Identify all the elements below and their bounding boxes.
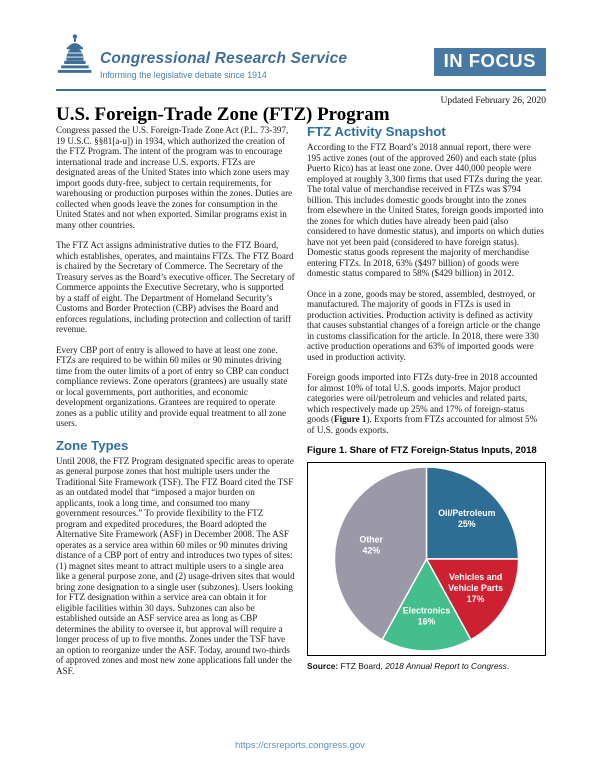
org-name: Congressional Research Service — [100, 50, 348, 67]
org-tagline: Informing the legislative debate since 1914 — [100, 70, 267, 80]
pie-label: Oil/Petroleum 25% — [438, 508, 496, 530]
paragraph-ftz-act: The FTZ Act assigns administrative duties to the FTZ Board, which establishes, operates, and maintains FTZs. The FTZ Board is chaired by the Secretary of Commerce. The Secretary of the Treasury serves as the Board’s executive officer. The Secretary of Commerce appoints the Executive Secretary, who is supported by a staff of eight. The Department of Homeland Security’s Customs and Border Protection (CBP) advises the Board and enforces regulations, including protection and collection of tariff revenue. — [56, 240, 295, 334]
figure-source: Source: FTZ Board, 2018 Annual Report to Congress. — [307, 661, 510, 671]
updated-date: Updated February 26, 2020 — [440, 95, 546, 106]
pie-label: Vehicles and Vehicle Parts 17% — [448, 572, 503, 605]
paragraph-ports: Every CBP port of entry is allowed to have at least one zone. FTZs are required to be within 60 miles or 90 minutes driving time from the outer limits of a port of entry so CBP can conduct compliance reviews. Zone operators (grantees) are usually state or local governments, port authorities, and economic development organizations. Grantees are required to operate zones as a public utility and provide equal treatment to all zone users. — [56, 344, 289, 428]
capitol-dome-icon — [55, 33, 93, 88]
header-divider — [56, 89, 546, 91]
right-column — [307, 125, 546, 671]
figure-1 — [307, 445, 546, 671]
page-title: U.S. Foreign-Trade Zone (FTZ) Program — [56, 104, 390, 125]
paragraph-intro: Congress passed the U.S. Foreign-Trade Zone Act (P.L. 73-397, 19 U.S.C. §§81[a-u]) in 1934, which authorized the creation of the FTZ Program. The intent of the program was to encourage international trade and increase U.S. exports. FTZs are designated areas of the United States into which zone users may import goods duty-free, subject to certain requirements, for warehousing or production purposes within the zones. Duties are collected when goods leave the zones for consumption in the United States and not when exported. Similar programs exist in many other countries. — [56, 125, 293, 230]
section-heading-ftz-activity-snapshot: FTZ Activity Snapshot — [307, 124, 446, 139]
left-column — [56, 125, 295, 686]
paragraph-zone-types: Until 2008, the FTZ Program designated specific areas to operate as general purpose zones that host multiple users under the Traditional Site Framework (TSF). The FTZ Board cited the TSF as an outdated model that “imposed a major burden on applicants, took a long time, and consumed too many government resources.” To provide flexibility to the FTZ program and expedited procedures, the Board adopted the Alternative Site Framework (ASF) in December 2008. The ASF operates as a service area within 60 miles or 90 minutes driving distance of a CBP port of entry and introduces two types of sites: (1) magnet sites meant to attract multiple users to a single area like a general purpose zone, and (2) usage-driven sites that would bring zone designation to a single user (subzones). Users looking for FTZ designation within a service area can obtain it for eligible facilities within 30 days. Subzones can also be established outside an ASF service area as long as CBP determines the ability to oversee it, but approval will require a longer process of up to five months. Zones under the TSF have an option to reorganize under the ASF. Today, around two-thirds of approved zones and most new zone applications fall under the ASF. — [56, 455, 295, 676]
figure-caption: Figure 1. Share of FTZ Foreign-Status Inputs, 2018 — [307, 445, 537, 456]
pie-label: Other 42% — [359, 534, 383, 556]
crs-logo — [55, 33, 347, 88]
paragraph-production: Once in a zone, goods may be stored, assembled, destroyed, or manufactured. The majority of goods in FTZs is used in production activities. Production activity is defined as activity that causes substantial changes of a foreign article or the change in customs classification for the article. In 2018, there were 330 active production operations and 63% of imported goods were used in production activity. — [307, 288, 541, 362]
in-focus-badge: IN FOCUS — [434, 48, 546, 76]
pie-label: Electronics 16% — [402, 605, 451, 627]
section-heading-zone-types: Zone Types — [56, 437, 129, 453]
footer-link[interactable]: https://crsreports.congress.gov — [235, 740, 365, 751]
paragraph-foreign-goods: Foreign goods imported into FTZs duty-free in 2018 accounted for almost 10% of total U.S. goods imports. Major product categories were oil/petroleum and vehicles and related parts, which respectively made up 25% and 17% of foreign-status goods (Figure 1). Exports from FTZs accounted for almost 5% of U.S. goods exports. — [307, 372, 538, 435]
paragraph-activity: According to the FTZ Board’s 2018 annual report, there were 195 active zones (out of the approved 260) and each state (plus Puerto Rico) has at least one zone. Over 440,000 people were employed at roughly 3,300 firms that used FTZs during the year. The total value of merchandise received in FTZs was $794 billion. This includes domestic goods brought into the zones from elsewhere in the United States, foreign goods imported into the zones for which duties have already been paid (also considered to have domestic status), and imports on which duties have not yet been paid (considered to have foreign status). Domestic status goods represent the majority of merchandise entering FTZs. In 2018, 63% ($497 billion) of goods were domestic status compared to 58% ($429 billion) in 2012. — [307, 142, 544, 278]
pie-chart — [307, 462, 546, 656]
